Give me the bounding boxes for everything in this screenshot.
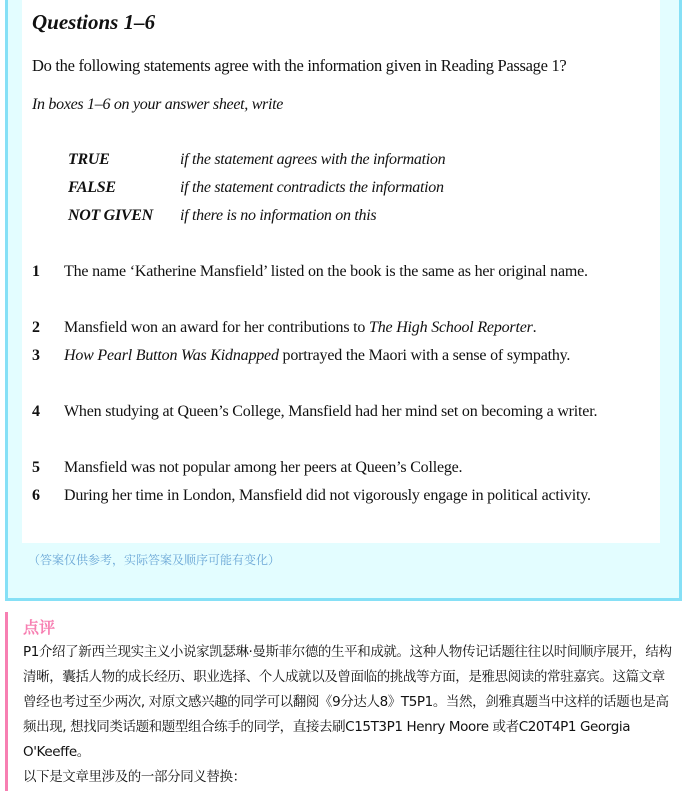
question-title-italic: The High School Reporter [369, 319, 533, 336]
question-item [32, 258, 612, 286]
question-text: During her time in London, Mansfield did not vigorously engage in political activity. [64, 487, 591, 504]
question-item [32, 482, 612, 510]
question-number: 2 [32, 319, 40, 336]
question-number: 1 [32, 263, 40, 280]
legend-key: NOT GIVEN [68, 207, 153, 224]
legend-key: FALSE [68, 179, 116, 196]
question-item [32, 314, 612, 342]
questions-title: Questions 1–6 [32, 10, 156, 34]
review-body [23, 640, 673, 790]
question-text: When studying at Queen’s College, Mansfield had her mind set on becoming a writer. [64, 403, 598, 420]
review-title: 点评 [23, 618, 56, 637]
question-title-italic: How Pearl Button Was Kidnapped [64, 347, 279, 364]
legend-desc: if the statement contradicts the information [180, 179, 444, 196]
question-text-end: . [532, 319, 537, 336]
instruction: Do the following statements agree with the information given in Reading Passage 1? [32, 56, 567, 75]
answer-note: （答案仅供参考，实际答案及顺序可能有变化） [28, 553, 281, 567]
question-item [32, 398, 612, 426]
sub-instruction: In boxes 1–6 on your answer sheet, write [32, 96, 284, 113]
question-text: Mansfield won an award for her contributions to [64, 319, 369, 336]
legend-key: TRUE [68, 151, 110, 168]
legend-desc: if the statement agrees with the information [180, 151, 446, 168]
question-text: Mansfield was not popular among her peers at Queen’s College. [64, 459, 463, 476]
question-item [32, 454, 612, 482]
review-paragraph: P1介绍了新西兰现实主义小说家凯瑟琳·曼斯菲尔德的生平和成就。这种人物传记话题往往以时间顺序展开，结构清晰，囊括人物的成长经历、职业选择、个人成就以及曾面临的挑战等方面，是雅思阅读的常驻嘉宾。这篇文章曾经也考过至少两次, 对原文感兴趣的同学可以翻阅《9分达人8》T5P1。当然，剑雅真题当中这样的话题也是高频出现, 想找同类话题和题型组合练手的同学，直接去刷C15T3P1 Henry Moore 或者C20T4P1 Georgia O'Keeffe。 [23, 644, 672, 760]
question-text-end: portrayed the Maori with a sense of sympathy. [278, 347, 571, 364]
review-followup: 以下是文章里涉及的一部分同义替换： [23, 769, 246, 785]
review-accent-bar [5, 612, 8, 791]
question-number: 3 [32, 347, 40, 364]
question-number: 6 [32, 487, 40, 504]
question-number: 5 [32, 459, 40, 476]
question-text: The name ‘Katherine Mansfield’ listed on the book is the same as her original name. [64, 263, 588, 280]
legend-desc: if there is no information on this [180, 207, 377, 224]
question-item [32, 342, 612, 370]
question-number: 4 [32, 403, 40, 420]
